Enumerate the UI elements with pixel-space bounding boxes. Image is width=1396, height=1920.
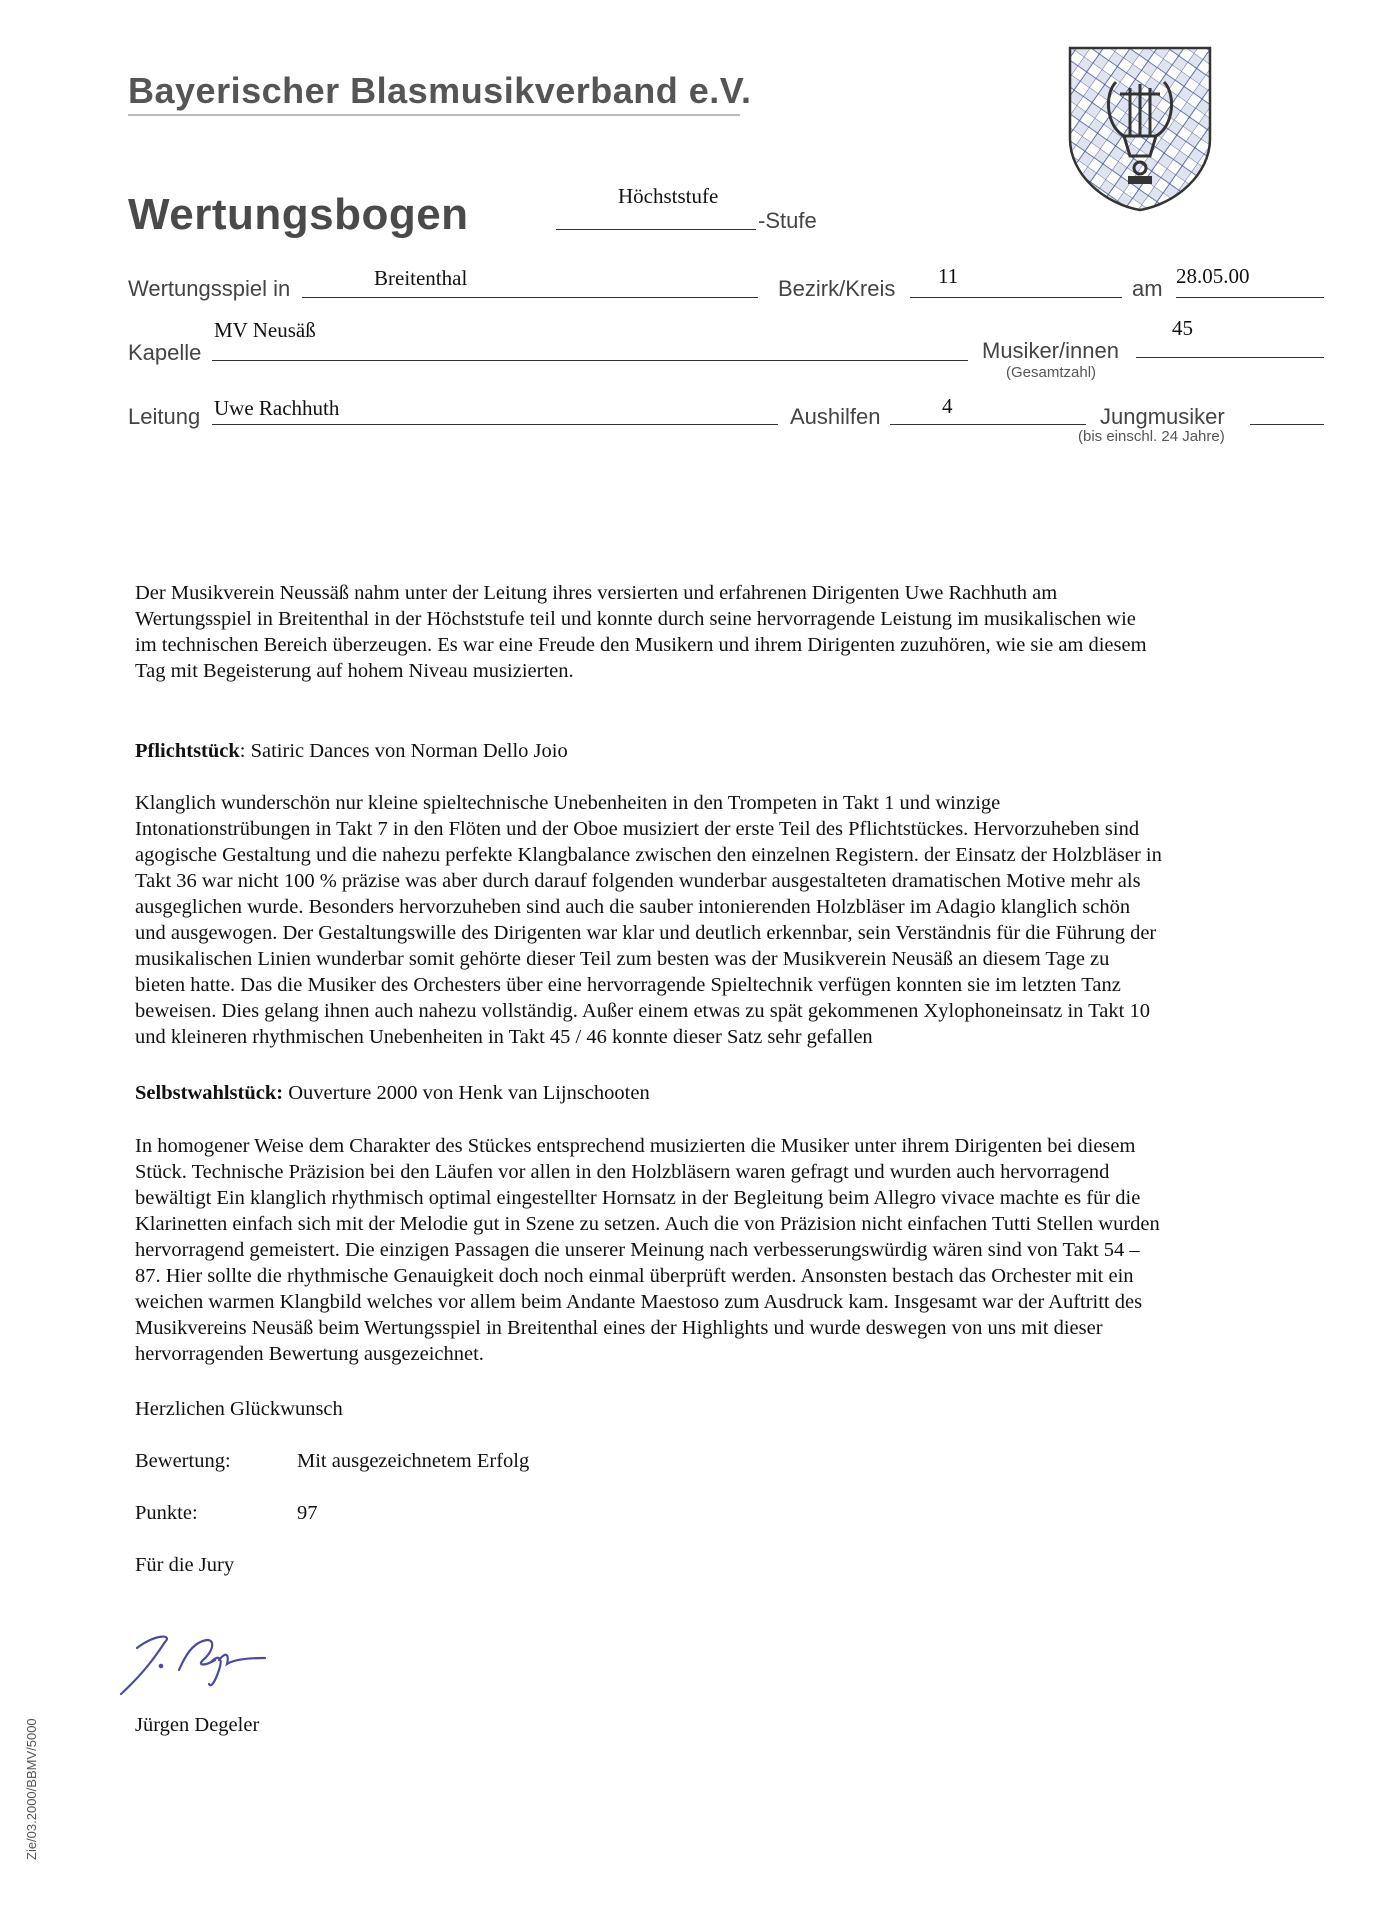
jungmusiker-sub: (bis einschl. 24 Jahre) — [1078, 428, 1225, 445]
intro-line: Tag mit Begeisterung auf hohem Niveau musizierten. — [135, 660, 574, 682]
level-suffix: -Stufe — [758, 208, 817, 233]
selbstwahl-title: Ouverture 2000 von Henk van Lijnschooten — [283, 1082, 650, 1104]
signer-name: Jürgen Degeler — [135, 1714, 260, 1736]
kapelle-label: Kapelle — [128, 340, 202, 365]
musiker-value: 45 — [1172, 316, 1193, 340]
title-underline — [128, 114, 740, 116]
greeting: Herzlichen Glückwunsch — [135, 1398, 343, 1420]
pflicht-line: ausgeglichen wurde. Besonders hervorzuheben sind auch die sauber intonierenden Holzbläser im Adagio klanglich schön — [135, 896, 1131, 918]
intro-line: Der Musikverein Neussäß nahm unter der Leitung ihres versierten und erfahrenen Dirigenten Uwe Rachhuth am — [135, 582, 1058, 604]
date-line — [1176, 297, 1324, 298]
bezirk-line — [910, 297, 1122, 298]
date-value: 28.05.00 — [1176, 264, 1250, 288]
intro-line: Wertungsspiel in Breitenthal in der Höchststufe teil und konnte durch seine hervorragende Leistung im musikalischen wie — [135, 608, 1136, 630]
intro-paragraph — [135, 580, 1147, 684]
form-code: Zie/03.2000/BBMV/5000 — [24, 1718, 39, 1860]
pflicht-line: und kleineren rhythmischen Unebenheiten in Takt 45 / 46 konnte dieser Satz sehr gefallen — [135, 1026, 873, 1048]
selbstwahl-line: hervorragenden Bewertung ausgezeichnet. — [135, 1343, 484, 1365]
pflicht-line: Intonationstrübungen in Takt 7 in den Flöten und der Oboe musiziert der erste Teil des Pflichtstückes. Hervorzuheben sind — [135, 818, 1140, 840]
pflicht-line: beweisen. Dies gelang ihnen auch nahezu vollständig. Außer einem etwas zu spät gekommenen Xylophoneinsatz in Takt 10 — [135, 1000, 1150, 1022]
leitung-value: Uwe Rachhuth — [214, 396, 340, 420]
aushilfen-line — [890, 424, 1086, 425]
pflicht-line: musikalischen Linien wunderbar somit gehörte dieser Teil zum besten was der Musikverein Neusäß an diesem Tage zu — [135, 948, 1110, 970]
bewertung-value: Mit ausgezeichnetem Erfolg — [297, 1450, 530, 1472]
pflicht-heading — [135, 738, 568, 764]
wertungsspiel-label: Wertungsspiel in — [128, 276, 291, 301]
jungmusiker-label: Jungmusiker — [1100, 404, 1225, 429]
selbstwahl-line: In homogener Weise dem Charakter des Stückes entsprechend musizierten die Musiker unter ihrem Dirigenten bei diesem — [135, 1135, 1136, 1157]
selbstwahl-line: weichen warmen Klangbild welches vor allem beim Andante Maestoso zum Ausdruck kam. Insgesamt war der Auftritt des — [135, 1291, 1143, 1313]
pflicht-line: bieten hatte. Das die Musiker des Orchesters über eine hervorragende Spieltechnik verfügen konnten sie im letzten Tanz — [135, 974, 1121, 996]
kapelle-line — [212, 360, 968, 361]
kapelle-value: MV Neusäß — [214, 318, 316, 342]
intro-line: im technischen Bereich überzeugen. Es war eine Freude den Musikern und ihrem Dirigenten zuzuhören, wie sie am diesem — [135, 634, 1147, 656]
level-value: Höchststufe — [618, 184, 719, 208]
pflicht-line: und ausgewogen. Der Gestaltungswille des Dirigenten war klar und deutlich erkennbar, sein Verständnis für die Führung der — [135, 922, 1157, 944]
selbstwahl-line: 87. Hier sollte die rhythmische Genauigkeit doch noch einmal überprüft werden. Ansonsten bestach das Orchester mit ein — [135, 1265, 1134, 1287]
selbstwahl-line: hervorragend gemeistert. Die einzigen Passagen die unserer Meinung nach verbesserungswürdig wären sind von Takt 54 – — [135, 1239, 1140, 1261]
pflicht-line: agogische Gestaltung und die nahezu perfekte Klangbalance zwischen den einzelnen Registern. der Einsatz der Holzbläser in — [135, 844, 1162, 866]
level-line — [556, 229, 756, 230]
aushilfen-label: Aushilfen — [790, 404, 881, 429]
aushilfen-value: 4 — [942, 394, 953, 418]
selbstwahl-line: Musikvereins Neusäß beim Wertungsspiel in Breitenthal eines der Highlights und wurde deswegen von uns mit dieser — [135, 1317, 1103, 1339]
organization-title: Bayerischer Blasmusikverband e.V. — [128, 70, 752, 111]
signature-icon — [115, 1620, 295, 1700]
form-title: Wertungsbogen — [128, 190, 469, 239]
am-label: am — [1132, 276, 1163, 301]
bezirk-value: 11 — [938, 264, 959, 288]
punkte-label: Punkte: — [135, 1502, 198, 1524]
selbstwahl-line: bewältigt Ein klanglich rhythmisch optimal eingestellter Hornsatz in der Begleitung beim Allegro vivace machte es für die — [135, 1187, 1141, 1209]
selbstwahl-line: Klarinetten einfach sich mit der Melodie gut in Szene zu setzen. Auch die von Präzision nicht einfachen Tutti Stellen wurden — [135, 1213, 1160, 1235]
leitung-line — [212, 424, 778, 425]
pflicht-line: Takt 36 war nicht 100 % präzise was aber durch darauf folgenden wunderbar ausgestalteten dramatischen Motive mehr als — [135, 870, 1141, 892]
selbstwahl-line: Stück. Technische Präzision bei den Läufen vor allen in den Holzbläsern waren gefragt und wurden auch hervorragend — [135, 1161, 1110, 1183]
pflicht-label: Pflichtstück — [135, 740, 240, 762]
pflicht-line: Klanglich wunderschön nur kleine spieltechnische Unebenheiten in den Trompeten in Takt 1 und winzige — [135, 792, 1001, 814]
pflicht-title: : Satiric Dances von Norman Dello Joio — [239, 740, 568, 762]
jury-label: Für die Jury — [135, 1554, 235, 1576]
wertungsspiel-line — [302, 297, 758, 298]
leitung-label: Leitung — [128, 404, 201, 429]
musiker-line — [1136, 357, 1324, 358]
wertungsspiel-value: Breitenthal — [374, 266, 468, 290]
pflicht-paragraph — [135, 790, 1162, 1050]
bezirk-label: Bezirk/Kreis — [778, 276, 896, 301]
coat-of-arms-icon — [1066, 44, 1214, 214]
selbstwahl-label: Selbstwahlstück: — [135, 1082, 284, 1104]
jungmusiker-line — [1250, 424, 1324, 425]
musiker-label: Musiker/innen — [982, 338, 1119, 363]
punkte-value: 97 — [297, 1502, 318, 1524]
selbstwahl-heading — [135, 1080, 650, 1106]
selbstwahl-paragraph — [135, 1133, 1160, 1367]
musiker-sub: (Gesamtzahl) — [1006, 364, 1097, 381]
bewertung-label: Bewertung: — [135, 1450, 231, 1472]
